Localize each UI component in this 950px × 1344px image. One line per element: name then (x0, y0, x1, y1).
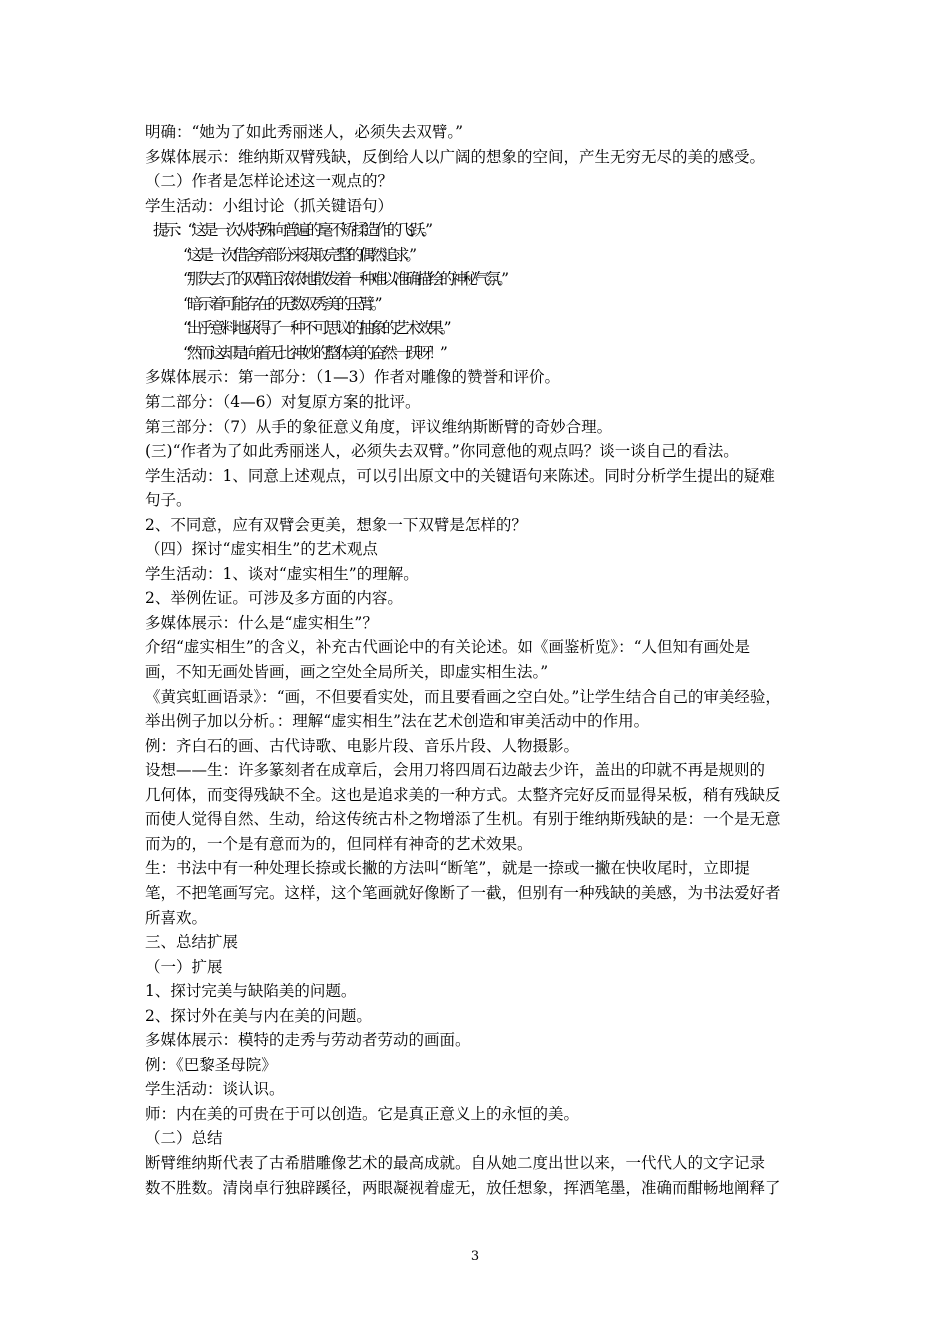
quote-line: “暗示着可能存在的无数双秀美的玉臂。” (183, 294, 379, 313)
section-heading: （四）探讨“虚实相生”的艺术观点 (145, 540, 378, 559)
text-line: 师：内在美的可贵在于可以创造。它是真正意义上的永恒的美。 (145, 1104, 580, 1123)
text-line: 1、探讨完美与缺陷美的问题。 (145, 982, 357, 1001)
page-body (145, 120, 815, 1200)
quote-line: “这是一次借舍弃部分来获取完整的偶然追求。” (183, 245, 414, 264)
text-line: 例：《巴黎圣母院》 (145, 1055, 277, 1074)
text-line: 《黄宾虹画语录》：“画，不但要看实处，而且要看画之空白处。”让学生结合自己的审美经验， (145, 687, 781, 706)
text-line: 断臂维纳斯代表了古希腊雕像艺术的最高成就。自从她二度出世以来，一代代人的文字记录 (145, 1153, 766, 1172)
quote-line: “然而这却是向着无比神妙的整体美的奋然一跃呀！” (183, 343, 444, 362)
section-heading: （二）总结 (145, 1129, 223, 1148)
section-heading: 三、总结扩展 (145, 933, 239, 952)
text-line: 笔，不把笔画写完。这样，这个笔画就好像断了一截，但别有一种残缺的美感，为书法爱好者 (145, 883, 781, 902)
section-heading: （二）作者是怎样论述这一观点的？ (145, 172, 394, 191)
text-line: 学生活动：小组讨论（抓关键语句） (145, 196, 394, 215)
text-line: 提示：“这是一次从特殊向普遍的毫不矫揉造作的飞跃。” (153, 221, 430, 240)
text-line: 第二部分：（4—6）对复原方案的批评。 (145, 393, 421, 412)
text-line: 设想——生：许多篆刻者在成章后，会用刀将四周石边敲去少许，盖出的印就不再是规则的 (145, 761, 766, 780)
section-heading: （一）扩展 (145, 957, 223, 976)
text-line: 介绍“虚实相生”的含义，补充古代画论中的有关论述。如《画鉴析览》：“人但知有画处是 (145, 638, 751, 657)
quote-line: “出乎意料地获得了一种不可思议的抽象的艺术效果。” (183, 319, 448, 338)
text-line: 2、举例佐证。可涉及多方面的内容。 (145, 589, 403, 608)
text-line: 2、不同意，应有双臂会更美，想象一下双臂是怎样的？ (145, 515, 527, 534)
text-line: 学生活动：1、谈对“虚实相生”的理解。 (145, 564, 419, 583)
quote-line: “那失去了的双臂正浓浓地散发着一种难以准确描绘的神秘气氛。” (183, 270, 506, 289)
text-line: 几何体，而变得残缺不全。这也是追求美的一种方式。太整齐完好反而显得呆板，稍有残缺反 (145, 785, 781, 804)
text-line: 而使人觉得自然、生动，给这传统古朴之物增添了生机。有别于维纳斯残缺的是：一个是无意 (145, 810, 781, 829)
text-line: 第三部分：（7）从手的象征意义角度，评议维纳斯断臂的奇妙合理。 (145, 417, 613, 436)
text-line: 生：书法中有一种处理长捺或长撇的方法叫“断笔”，就是一捺或一撇在快收尾时，立即提 (145, 859, 750, 878)
text-line: 句子。 (145, 491, 192, 510)
text-line: 多媒体展示：第一部分：（1—3）作者对雕像的赞誉和评价。 (145, 368, 560, 387)
text-line: 多媒体展示：模特的走秀与劳动者劳动的画面。 (145, 1031, 471, 1050)
text-line: 多媒体展示：维纳斯双臂残缺，反倒给人以广阔的想象的空间，产生无穷无尽的美的感受。 (145, 147, 766, 166)
text-line: 多媒体展示：什么是“虚实相生”？ (145, 613, 378, 632)
text-line: 举出例子加以分析。：理解“虚实相生”法在艺术创造和审美活动中的作用。 (145, 712, 650, 731)
text-line: 所喜欢。 (145, 908, 208, 927)
text-line: 画，不知无画处皆画，画之空处全局所关，即虚实相生法。” (145, 663, 549, 682)
text-line: 2、探讨外在美与内在美的问题。 (145, 1006, 372, 1025)
page-number: 3 (470, 1249, 480, 1264)
text-line: 学生活动：1、同意上述观点，可以引出原文中的关键语句来陈述。同时分析学生提出的疑难 (145, 466, 775, 485)
text-line: 数不胜数。清岗卓行独辟蹊径，两眼凝视着虚无，放任想象，挥洒笔墨，准确而酣畅地阐释了 (145, 1178, 781, 1197)
text-line: 例：齐白石的画、古代诗歌、电影片段、音乐片段、人物摄影。 (145, 736, 580, 755)
text-line: 明确：“她为了如此秀丽迷人，必须失去双臂。” (145, 123, 464, 141)
section-heading: (三)“作者为了如此秀丽迷人，必须失去双臂。”你同意他的观点吗？谈一谈自己的看法。 (145, 442, 739, 461)
text-line: 而为的，一个是有意而为的，但同样有神奇的艺术效果。 (145, 834, 533, 853)
text-line: 学生活动：谈认识。 (145, 1080, 285, 1099)
